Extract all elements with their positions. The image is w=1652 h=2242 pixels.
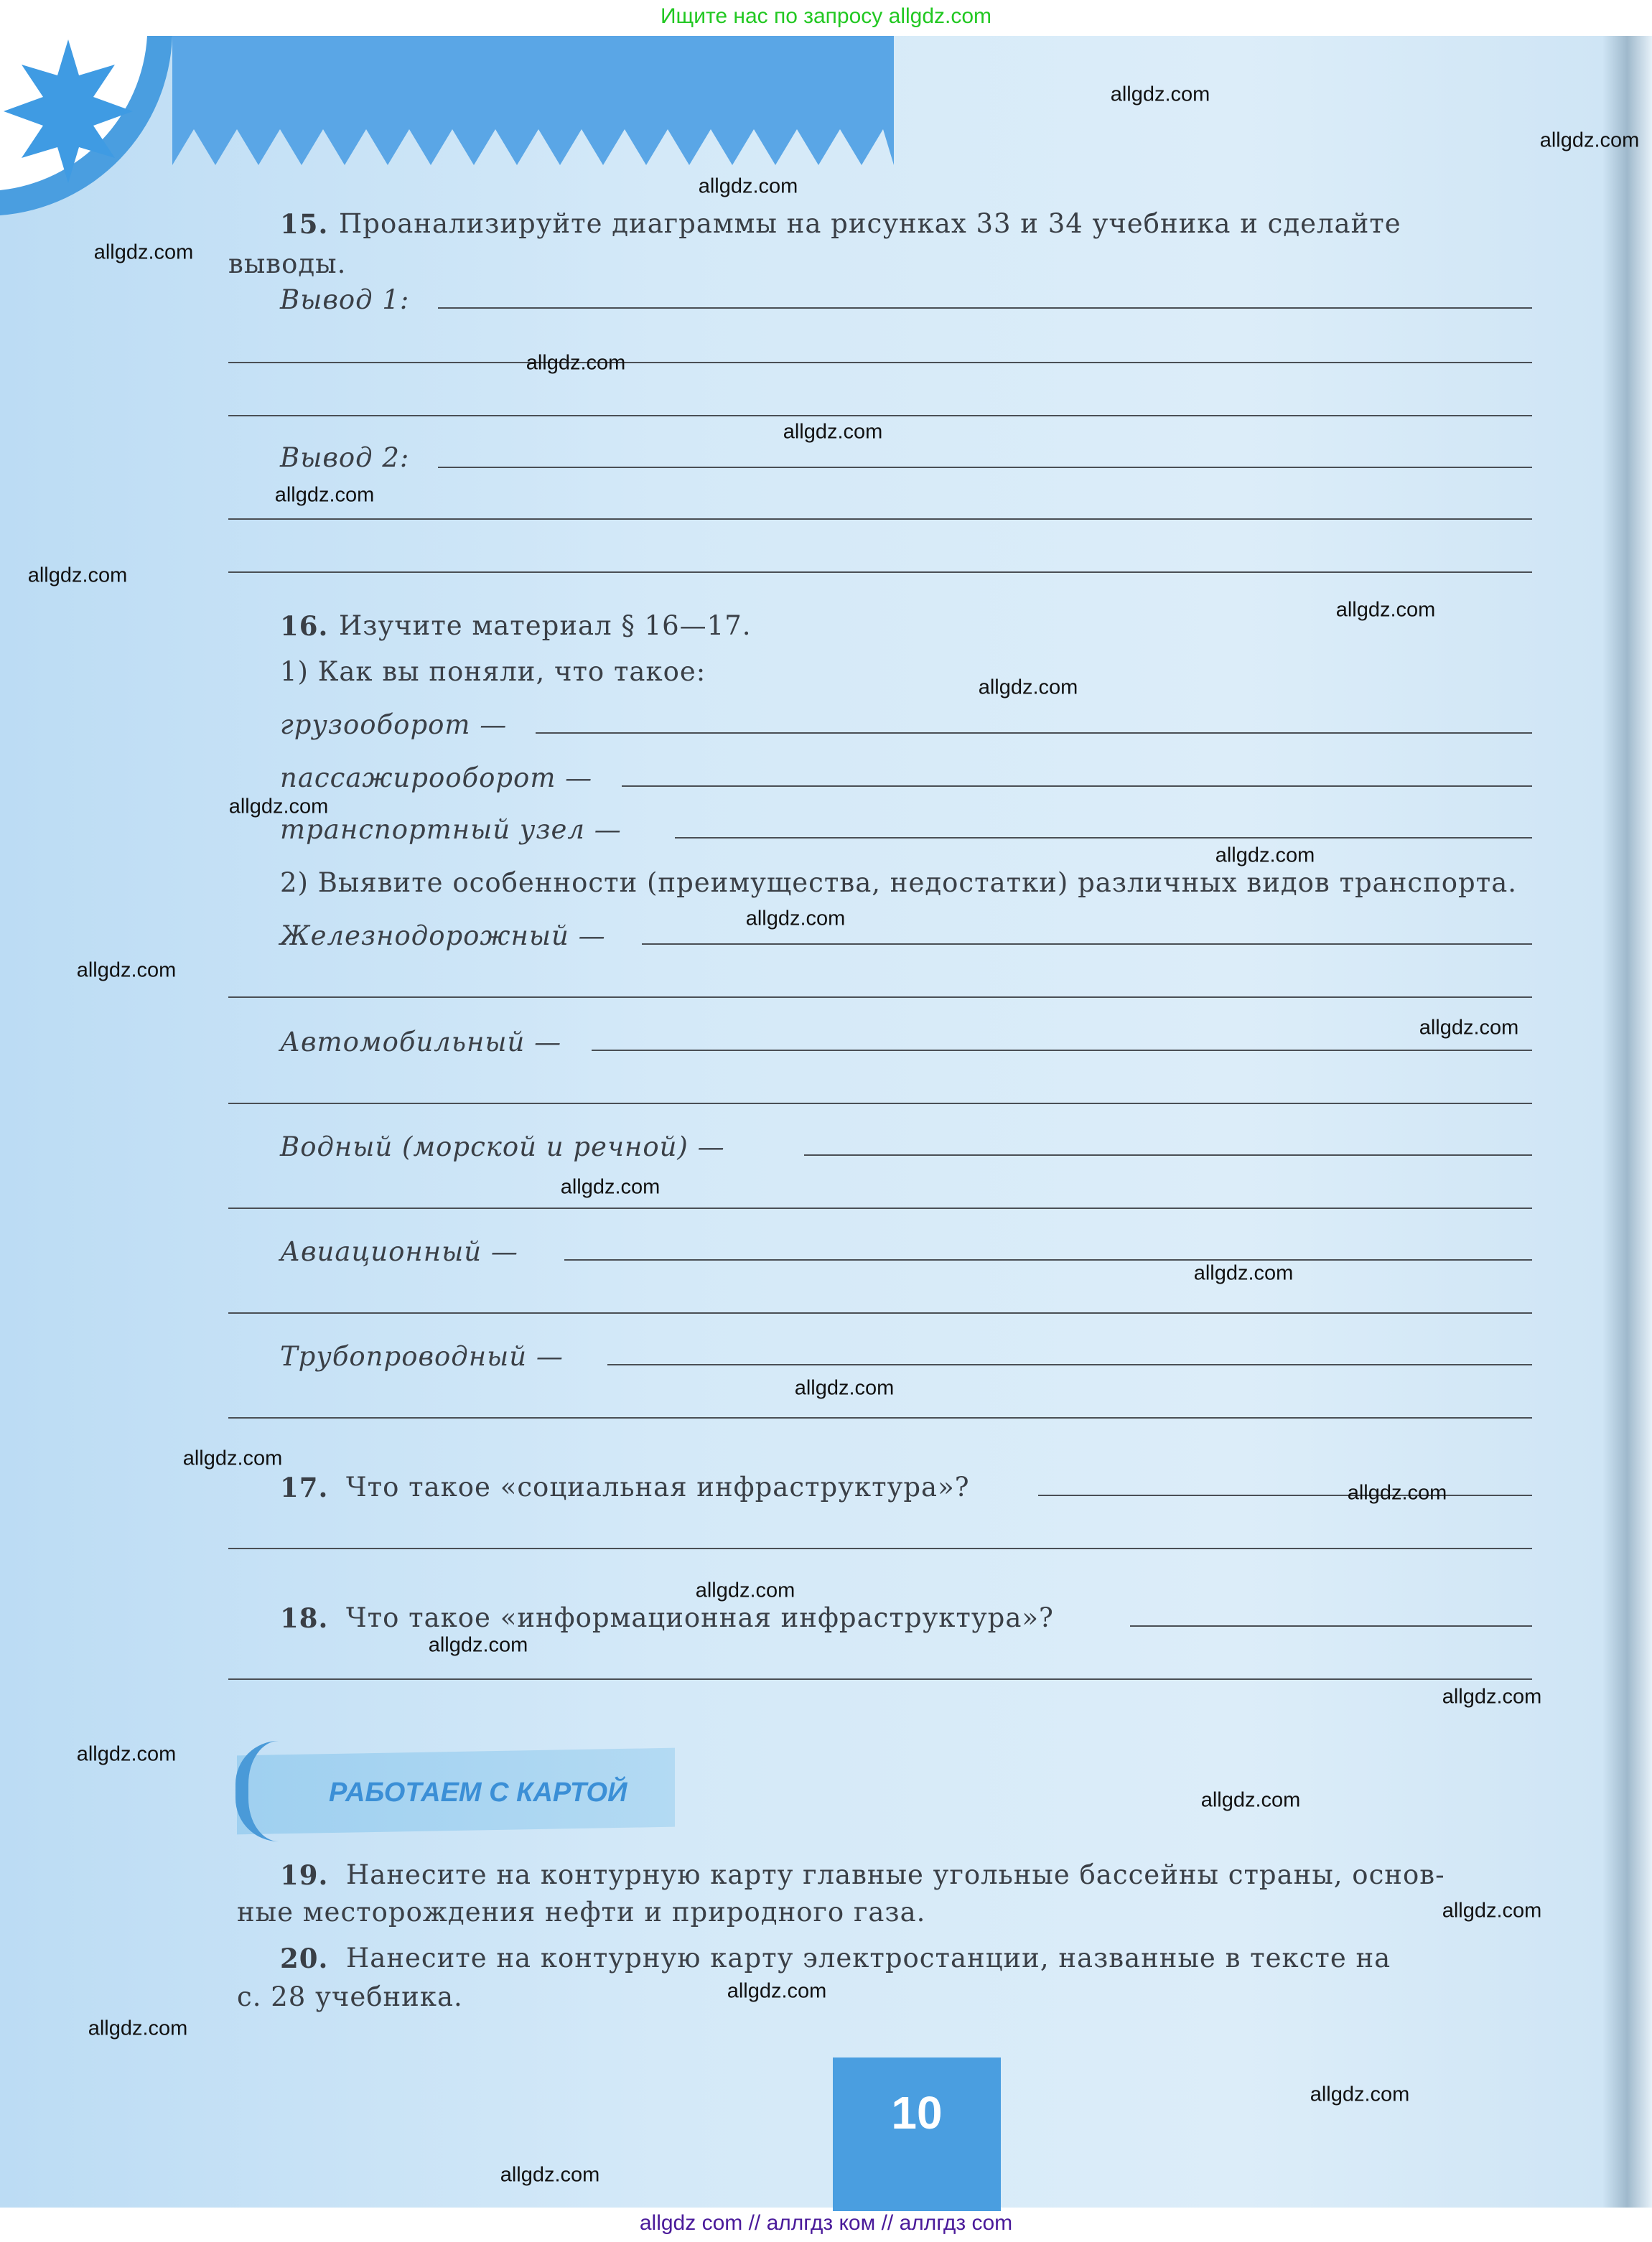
watermark: allgdz.com — [228, 795, 329, 818]
watermark: allgdz.com — [500, 2163, 600, 2187]
answer-line — [228, 518, 1532, 520]
answer-line — [228, 996, 1532, 998]
term-passenger: пассажирооборот — — [280, 762, 593, 793]
section-banner-title: РАБОТАЕМ С КАРТОЙ — [329, 1778, 627, 1808]
answer-line — [675, 837, 1532, 839]
bottom-watermark-note: allgdz com // аллгдз ком // аллгдз com — [639, 2211, 1013, 2235]
answer-line — [564, 1259, 1532, 1261]
watermark: allgdz.com — [1110, 83, 1210, 106]
kind-road: Автомобильный — — [280, 1027, 562, 1057]
answer-line — [228, 415, 1532, 416]
q19-number: 19. — [280, 1859, 329, 1891]
watermark: allgdz.com — [76, 958, 177, 982]
answer-line — [804, 1154, 1532, 1156]
q18-text: Что такое «информационная инфраструктура»? — [346, 1602, 1054, 1633]
answer-line — [1130, 1625, 1532, 1627]
watermark: allgdz.com — [1419, 1016, 1519, 1040]
watermark: allgdz.com — [1442, 1899, 1542, 1923]
q15-text-cont: выводы. — [228, 248, 347, 279]
q17-text: Что такое «социальная инфраструктура»? — [346, 1472, 970, 1503]
output-2-label: Вывод 2: — [280, 442, 410, 473]
watermark: allgdz.com — [428, 1633, 528, 1657]
watermark: allgdz.com — [560, 1175, 661, 1199]
answer-line — [228, 1548, 1532, 1549]
q19-text: Нанесите на контурную карту главные угольные бассейны страны, основ- — [346, 1859, 1445, 1890]
q16-number: 16. — [280, 610, 329, 642]
answer-line — [228, 1678, 1532, 1680]
answer-line — [228, 1208, 1532, 1209]
watermark: allgdz.com — [93, 240, 194, 264]
answer-line — [622, 785, 1532, 787]
watermark: allgdz.com — [1310, 2083, 1410, 2106]
q16-sub1: 1) Как вы поняли, что такое: — [280, 656, 706, 687]
answer-line — [592, 1050, 1532, 1051]
q20-text-cont: с. 28 учебника. — [237, 1981, 463, 2012]
watermark: allgdz.com — [1347, 1481, 1447, 1505]
watermark: allgdz.com — [27, 564, 128, 587]
answer-line — [536, 732, 1532, 734]
answer-line — [438, 467, 1532, 468]
q16-sub2: 2) Выявите особенности (преимущества, недостатки) различных видов транспорта. — [280, 867, 1518, 898]
watermark: allgdz.com — [88, 2017, 188, 2040]
page-number: 10 — [891, 2087, 943, 2139]
answer-line — [1038, 1495, 1532, 1496]
watermark: allgdz.com — [794, 1376, 895, 1400]
answer-line — [438, 307, 1532, 309]
kind-air: Авиационный — — [280, 1236, 518, 1267]
q15-number: 15. — [280, 208, 329, 240]
q20-number: 20. — [280, 1943, 329, 1974]
q17-number: 17. — [280, 1472, 329, 1503]
answer-line — [228, 362, 1532, 363]
output-1-label: Вывод 1: — [280, 284, 410, 315]
kind-pipeline: Трубопроводный — — [280, 1341, 564, 1372]
watermark: allgdz.com — [1539, 129, 1640, 152]
watermark: allgdz.com — [698, 174, 798, 198]
page-number-box — [833, 2057, 1001, 2211]
watermark: allgdz.com — [1193, 1261, 1294, 1285]
answer-line — [228, 1312, 1532, 1314]
q15-text: Проанализируйте диаграммы на рисунках 33 и 34 учебника и сделайте — [339, 208, 1401, 239]
watermark: allgdz.com — [182, 1447, 283, 1470]
watermark: allgdz.com — [1335, 598, 1436, 622]
kind-rail: Железнодорожный — — [280, 920, 606, 951]
watermark: allgdz.com — [76, 1742, 177, 1766]
q18-number: 18. — [280, 1602, 329, 1634]
watermark: allgdz.com — [1442, 1685, 1542, 1709]
watermark: allgdz.com — [745, 907, 846, 930]
answer-line — [228, 1103, 1532, 1104]
watermark: allgdz.com — [1215, 844, 1315, 867]
kind-water: Водный (морской и речной) — — [280, 1131, 725, 1162]
answer-line — [228, 571, 1532, 573]
answer-line — [642, 943, 1532, 945]
answer-line — [228, 1417, 1532, 1419]
watermark: allgdz.com — [274, 483, 375, 507]
top-watermark-note: Ищите нас по запросу allgdz.com — [660, 4, 992, 28]
watermark: allgdz.com — [695, 1579, 795, 1602]
q19-text-cont: ные месторождения нефти и природного газа. — [237, 1897, 926, 1928]
watermark: allgdz.com — [783, 420, 883, 444]
section-banner-curve — [235, 1741, 327, 1841]
q16-text: Изучите материал § 16—17. — [339, 610, 752, 641]
term-cargo: грузооборот — — [280, 709, 508, 740]
watermark: allgdz.com — [727, 1979, 827, 2003]
term-hub: транспортный узел — — [280, 814, 622, 845]
watermark: allgdz.com — [1200, 1788, 1301, 1812]
watermark: allgdz.com — [978, 676, 1078, 699]
watermark: allgdz.com — [526, 351, 626, 375]
q20-text: Нанесите на контурную карту электростанции, названные в тексте на — [346, 1943, 1391, 1974]
answer-line — [607, 1364, 1532, 1365]
